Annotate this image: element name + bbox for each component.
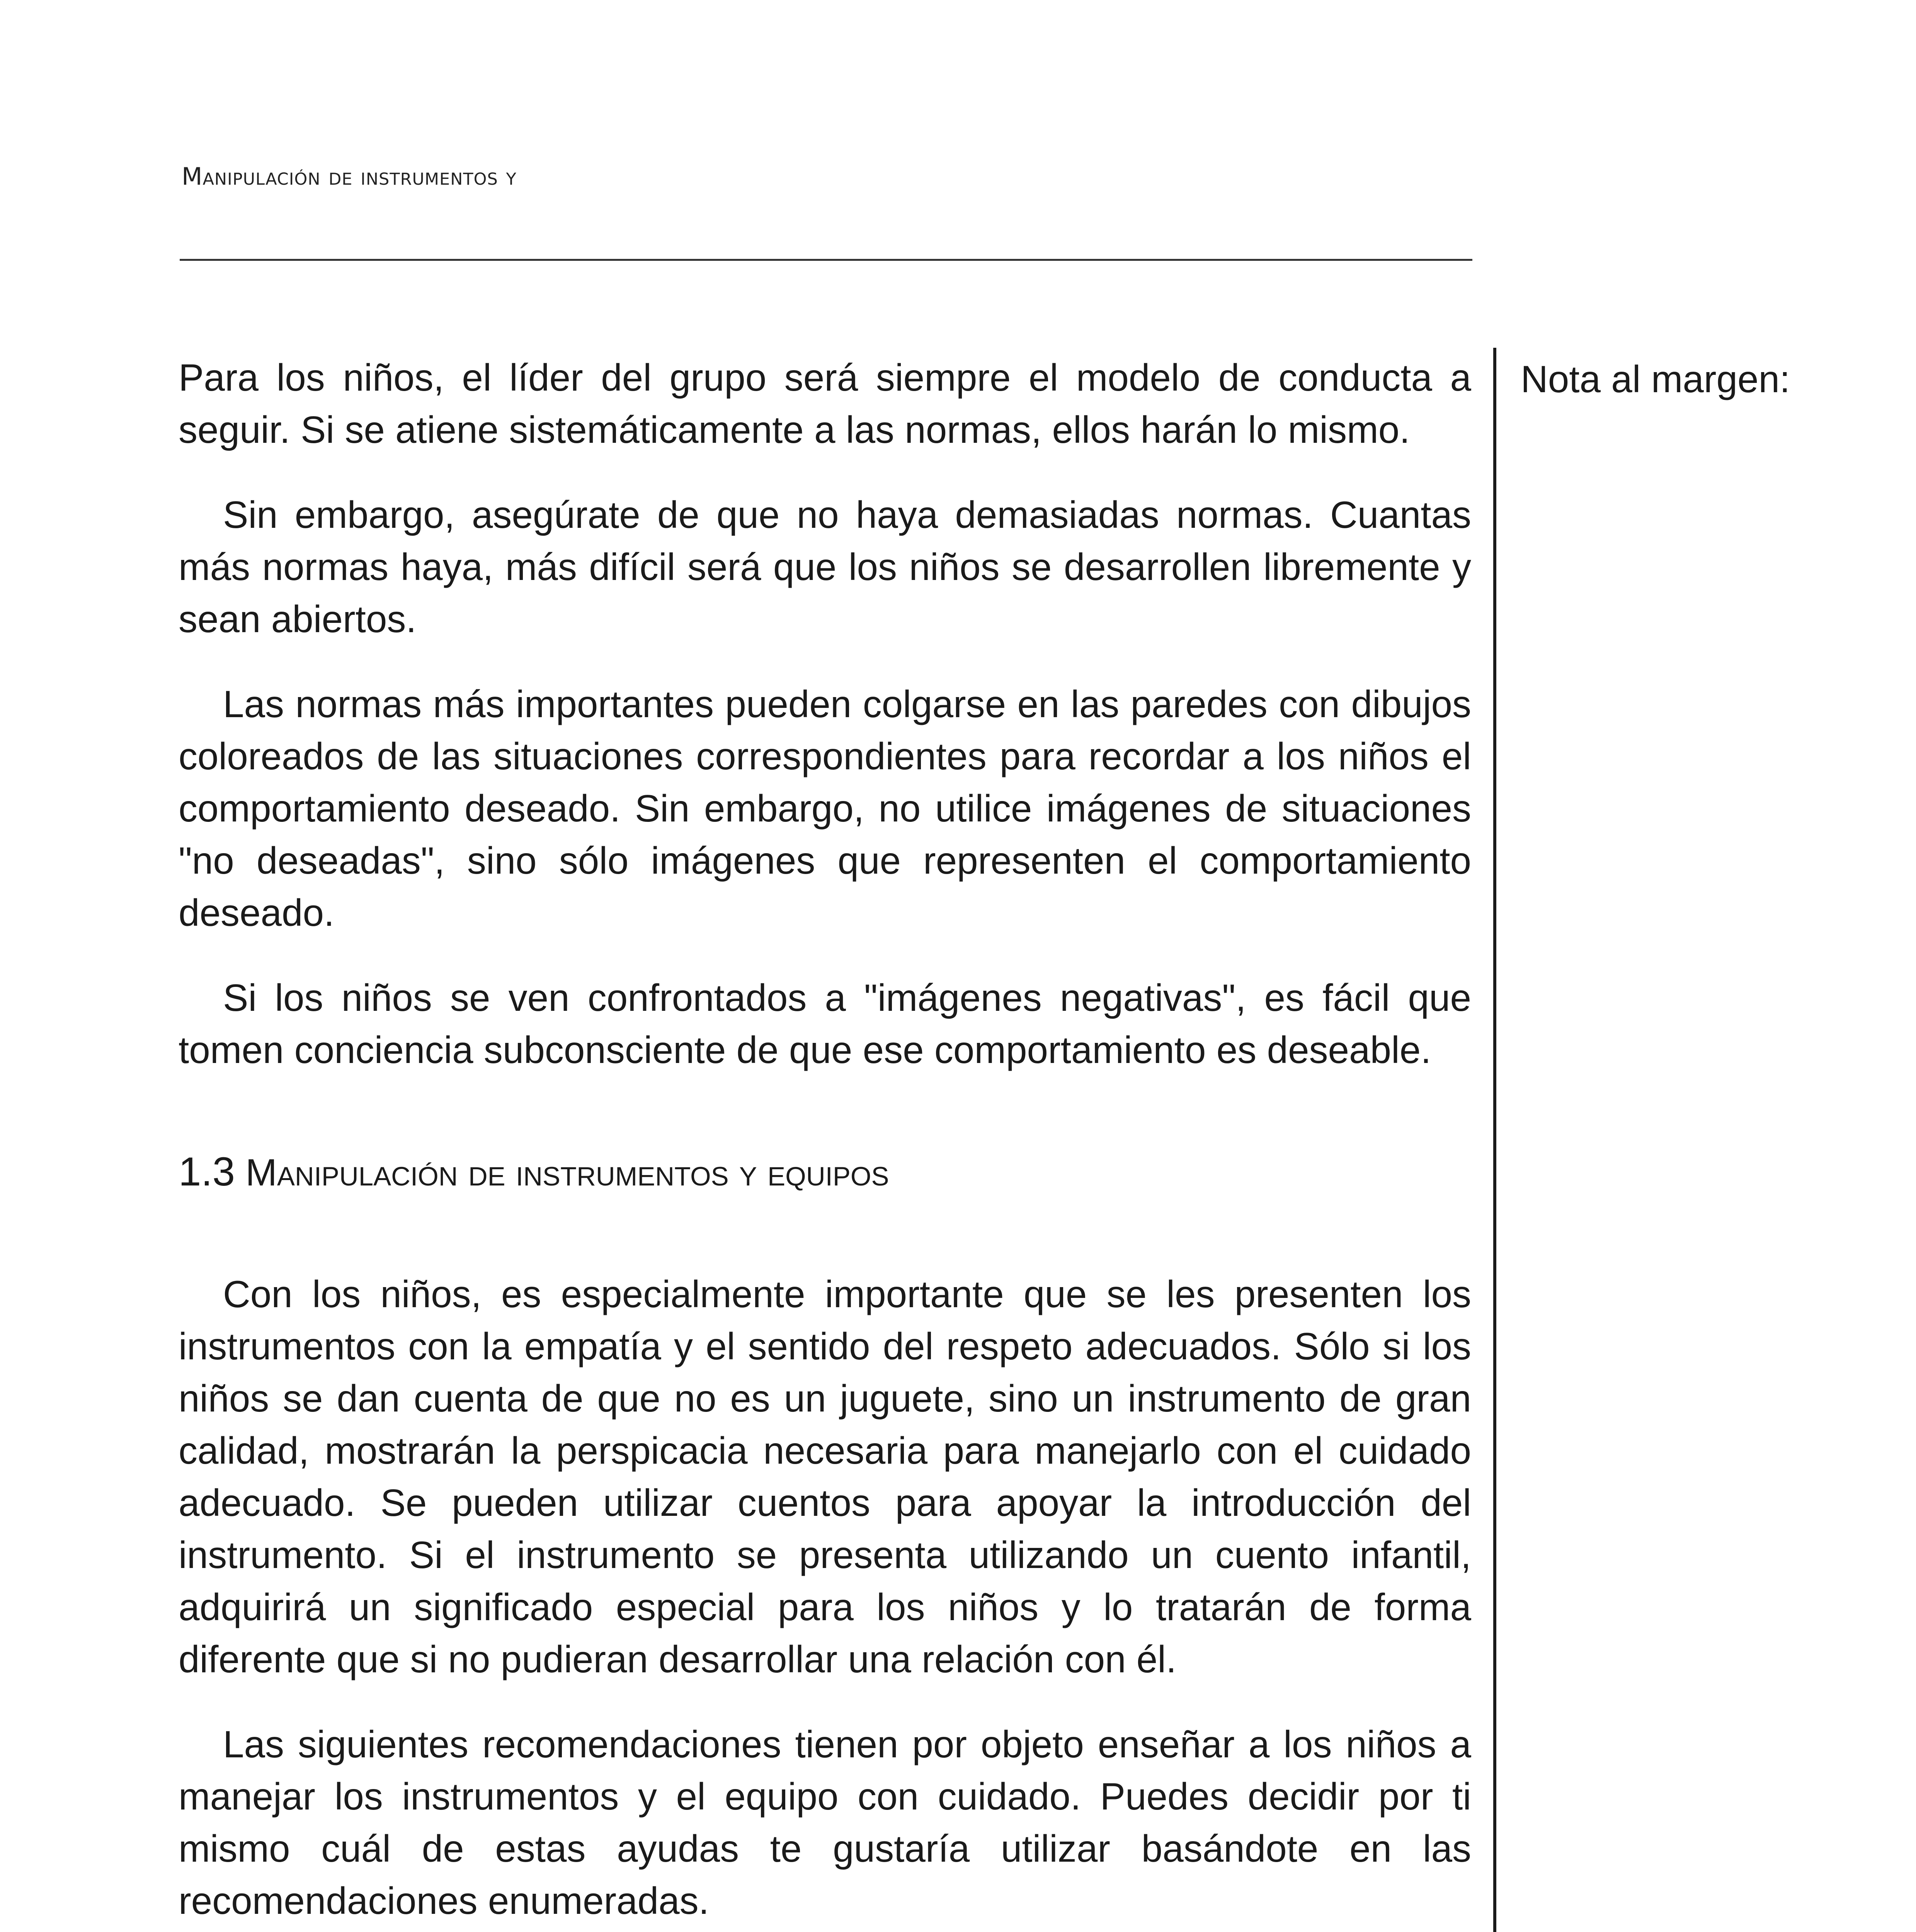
section-title: Manipulación de instrumentos y equipos bbox=[245, 1151, 889, 1194]
paragraph: Para los niños, el líder del grupo será siempre el modelo de conducta a seguir. Si se atiene sistemáticamente a las normas, ellos harán lo mismo. bbox=[179, 356, 1471, 451]
margin-divider bbox=[1493, 348, 1496, 1932]
section-number: 1.3 bbox=[179, 1149, 235, 1194]
section-heading bbox=[179, 1146, 1471, 1199]
paragraph: Sin embargo, asegúrate de que no haya demasiadas normas. Cuantas más normas haya, más difícil será que los niños se desarrollen libremente y sean abiertos. bbox=[179, 493, 1471, 640]
paragraph: Si los niños se ven confrontados a "imágenes negativas", es fácil que tomen conciencia subconsciente de que ese comportamiento es deseable. bbox=[179, 976, 1471, 1071]
paragraph: Con los niños, es especialmente importante que se les presenten los instrumentos con la empatía y el sentido del respeto adecuados. Sólo si los niños se dan cuenta de que no es un juguete, sino un instrumento de gran calidad, mostrarán la perspicacia necesaria para manejarlo con el cuidado adecuado. Se pueden utilizar cuentos para apoyar la introducción del instrumento. Si el instrumento se presenta utilizando un cuento infantil, adquirirá un significado especial para los niños y lo tratarán de forma diferente que si no pudieran desarrollar una relación con él. bbox=[179, 1273, 1471, 1680]
paragraph: Las normas más importantes pueden colgarse en las paredes con dibujos coloreados de las situaciones correspondientes para recordar a los niños el comportamiento deseado. Sin embargo, no utilice imágenes de situaciones "no deseadas", sino sólo imágenes que representen el comportamiento deseado. bbox=[179, 683, 1471, 934]
body-column bbox=[179, 352, 1471, 1932]
margin-note-label: Nota al margen: bbox=[1521, 358, 1790, 400]
header-divider bbox=[180, 259, 1472, 261]
paragraph: Las siguientes recomendaciones tienen por objeto enseñar a los niños a manejar los instrumentos y el equipo con cuidado. Puedes decidir por ti mismo cuál de estas ayudas te gustaría utilizar basándote en las recomendaciones enumeradas. bbox=[179, 1723, 1471, 1922]
running-header-title: Manipulación de instrumentos y bbox=[182, 162, 517, 190]
running-header bbox=[182, 162, 517, 190]
